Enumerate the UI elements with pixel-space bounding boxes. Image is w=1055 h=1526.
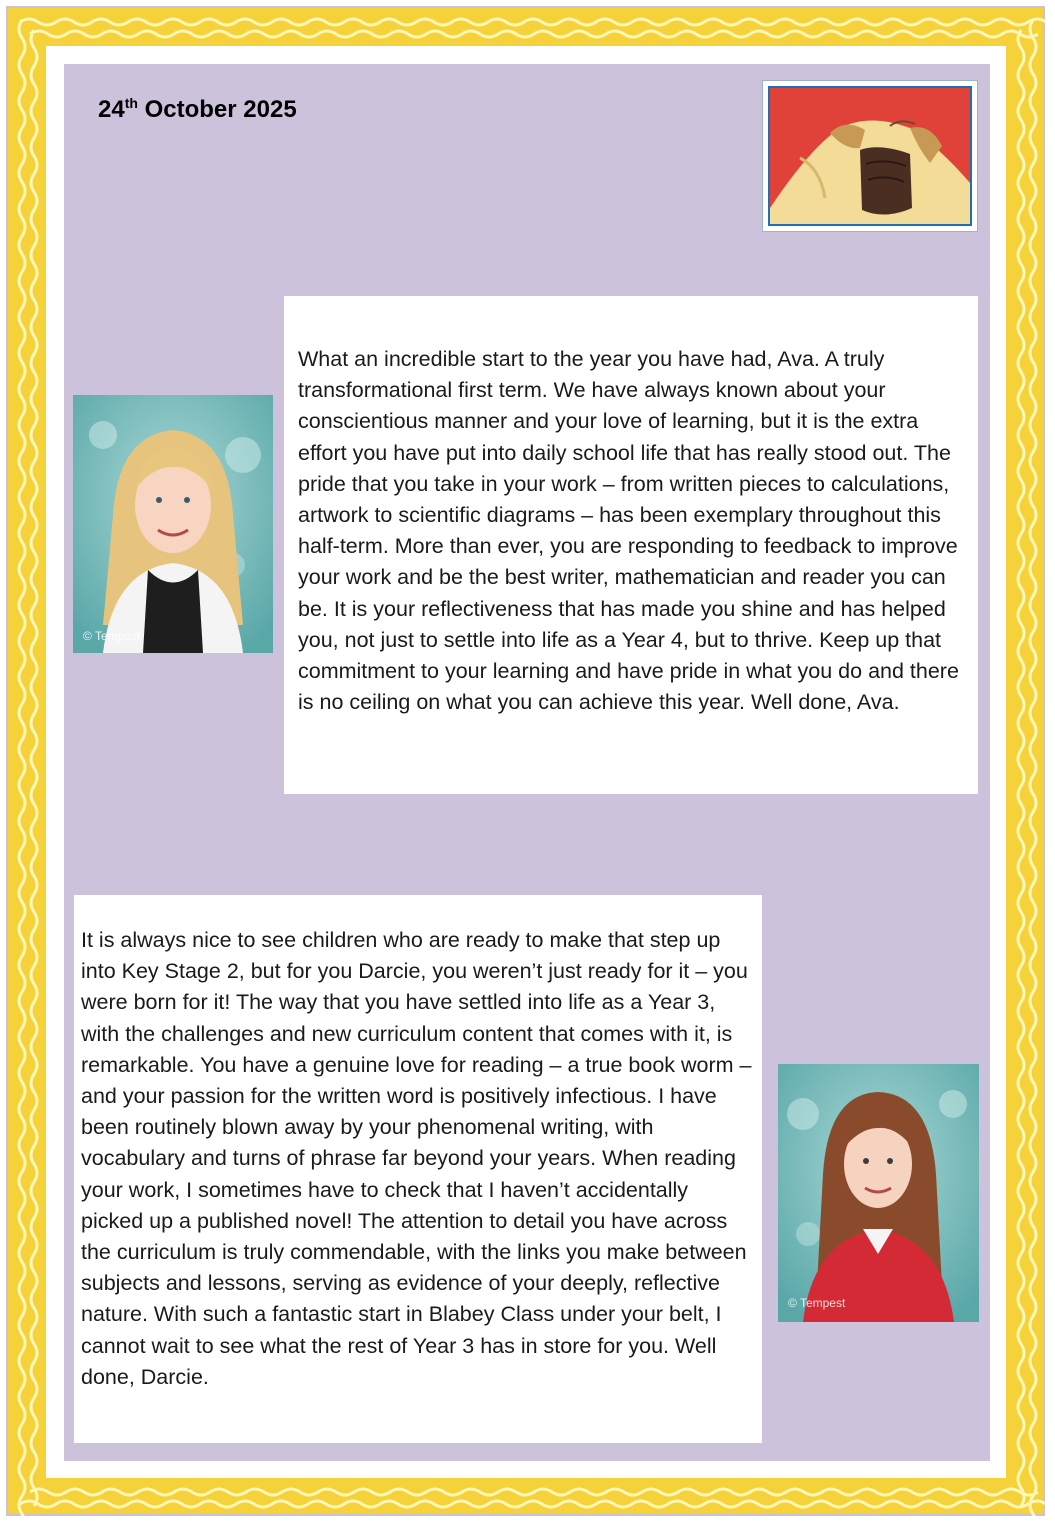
student-photo-darcie — [778, 1064, 979, 1322]
commendation-paragraph: It is always nice to see children who are ready to make that step up into Key Stage 2, but for you Darcie, you weren’t just ready for it – you were born for it! The way that you have settled into life as a Year 3, with the challenges and new curriculum content that comes with it, is remarkable. You have a genuine love for reading – a true book worm – and your passion for the written word is positively infectious. I have been routinely blown away by your phenomenal writing, with vocabulary and turns of phrase far beyond your years. When reading your work, I sometimes have to check that I haven’t accidentally picked up a published novel! The attention to detail you have across the curriculum is truly commendable, with the links you make between subjects and lessons, serving as evidence of your deeply, reflective nature. With such a fantastic start in Blabey Class under your belt, I cannot wait to see what the rest of Year 3 has in store for you. Well done, Darcie. — [81, 928, 752, 1389]
dog-drawing-illustration — [770, 88, 970, 224]
border-wave-line — [31, 30, 37, 1506]
photo-watermark: © Tempest — [83, 629, 141, 643]
photo-watermark: © Tempest — [788, 1296, 846, 1310]
border-wave-line — [30, 1489, 1038, 1495]
child-drawing — [762, 80, 978, 232]
date-heading: 24th October 2025 — [98, 95, 297, 123]
border-wave-line — [20, 1501, 1045, 1507]
border-wave-line — [20, 19, 1045, 25]
border-wave-line — [30, 31, 1038, 37]
commendation-text-ava — [284, 296, 978, 794]
border-wave-line — [1030, 20, 1036, 1516]
commendation-text-darcie — [74, 895, 762, 1443]
student-photo-ava — [73, 395, 273, 653]
border-wave-line — [1018, 30, 1024, 1506]
commendation-paragraph: What an incredible start to the year you have had, Ava. A truly transformational first term. We have always known about your conscientious manner and your love of learning, but it is the extra effort you have put into daily school life that has really stood out. The pride that you take in your work – from written pieces to calculations, artwork to scientific diagrams – has been exemplary throughout this half-term. More than ever, you are responding to feedback to improve your work and be the best writer, mathematician and reader you can be. It is your reflectiveness that has made you shine and has helped you, not just to settle into life as a Year 4, but to thrive. Keep up that commitment to your learning and have pride in what you do and there is no ceiling on what you can achieve this year. Well done, Ava. — [298, 347, 959, 715]
border-wave-line — [19, 20, 25, 1516]
